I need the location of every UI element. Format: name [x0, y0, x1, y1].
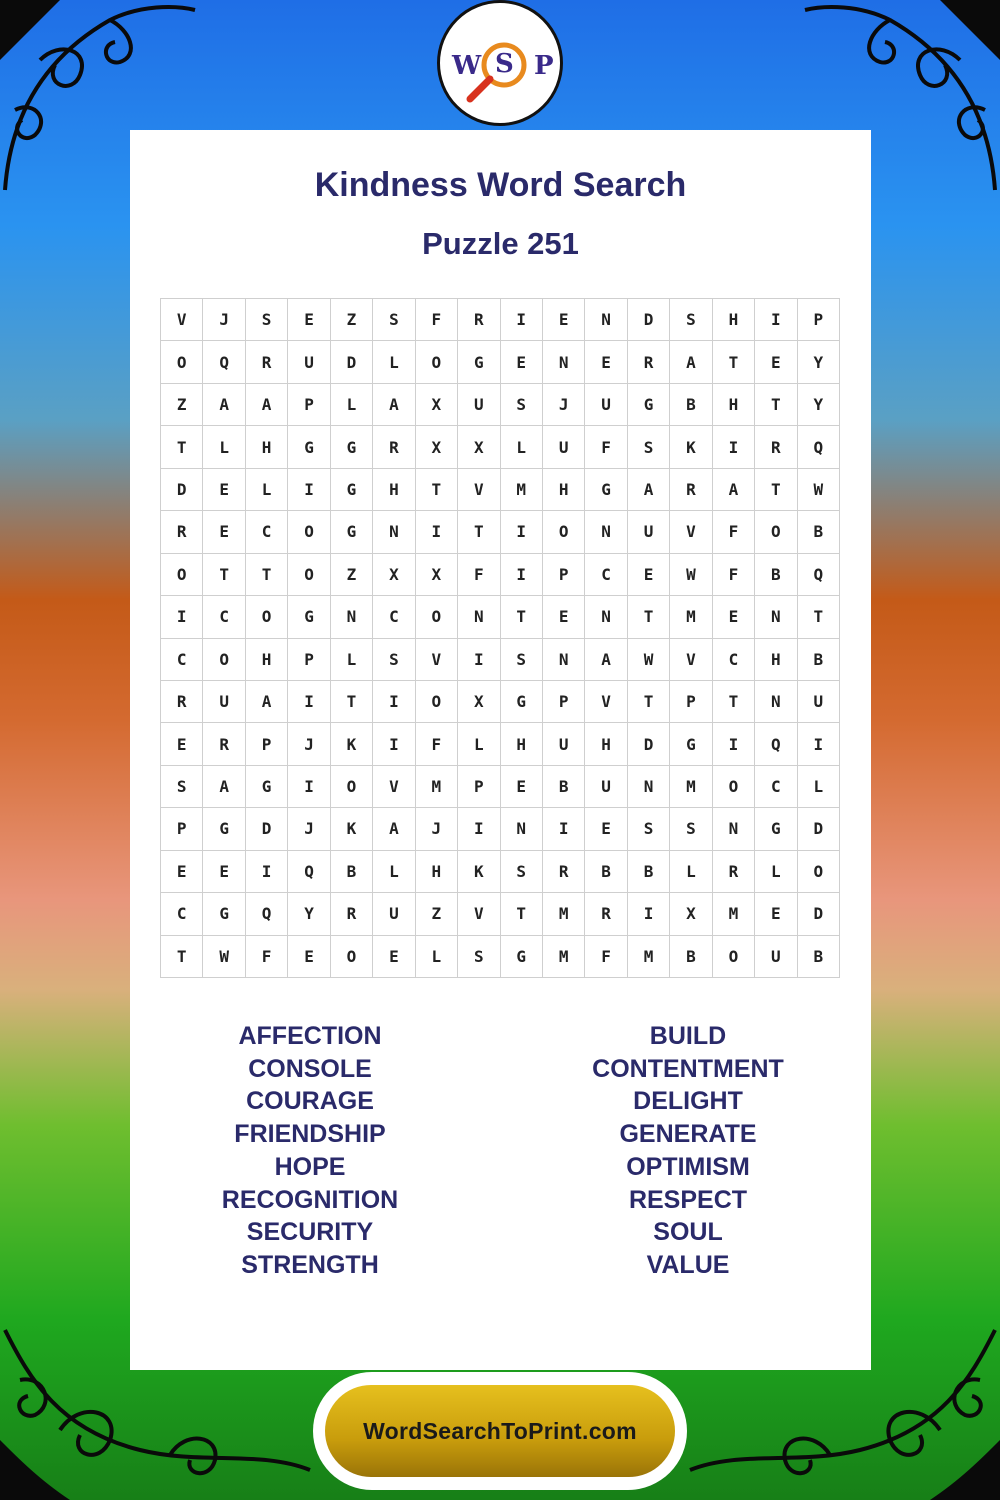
grid-cell[interactable]: L: [798, 766, 840, 808]
grid-cell[interactable]: U: [543, 723, 585, 765]
word-list-item: AFFECTION: [238, 1022, 382, 1050]
word-list-item: SOUL: [653, 1218, 723, 1247]
grid-cell[interactable]: S: [670, 299, 712, 341]
grid-cell[interactable]: I: [246, 851, 288, 893]
grid-cell[interactable]: V: [585, 681, 627, 723]
grid-cell[interactable]: N: [585, 299, 627, 341]
grid-cell[interactable]: V: [670, 511, 712, 553]
grid-cell[interactable]: B: [331, 851, 373, 893]
grid-cell[interactable]: G: [331, 469, 373, 511]
grid-cell[interactable]: E: [161, 851, 203, 893]
grid-cell[interactable]: X: [416, 426, 458, 468]
grid-cell[interactable]: T: [501, 596, 543, 638]
grid-cell[interactable]: V: [373, 766, 415, 808]
grid-cell[interactable]: S: [628, 426, 670, 468]
grid-cell[interactable]: H: [713, 299, 755, 341]
grid-cell[interactable]: C: [585, 554, 627, 596]
grid-cell[interactable]: O: [416, 341, 458, 383]
grid-cell[interactable]: K: [458, 851, 500, 893]
grid-cell[interactable]: L: [458, 723, 500, 765]
grid-cell[interactable]: Q: [203, 341, 245, 383]
grid-cell[interactable]: O: [713, 766, 755, 808]
grid-cell[interactable]: T: [628, 681, 670, 723]
grid-cell[interactable]: P: [288, 384, 330, 426]
grid-cell[interactable]: U: [458, 384, 500, 426]
grid-cell[interactable]: A: [203, 766, 245, 808]
grid-cell[interactable]: I: [416, 511, 458, 553]
grid-cell[interactable]: Q: [246, 893, 288, 935]
puzzle-number: Puzzle 251: [422, 226, 579, 261]
grid-cell[interactable]: D: [798, 808, 840, 850]
grid-cell[interactable]: O: [161, 554, 203, 596]
grid-cell[interactable]: T: [713, 341, 755, 383]
grid-cell[interactable]: I: [798, 723, 840, 765]
grid-cell[interactable]: L: [501, 426, 543, 468]
grid-cell[interactable]: S: [501, 851, 543, 893]
grid-cell[interactable]: S: [458, 936, 500, 978]
grid-cell[interactable]: R: [628, 341, 670, 383]
grid-cell[interactable]: C: [203, 596, 245, 638]
grid-cell[interactable]: Z: [331, 299, 373, 341]
grid-cell[interactable]: U: [203, 681, 245, 723]
grid-cell[interactable]: V: [458, 469, 500, 511]
grid-cell[interactable]: C: [755, 766, 797, 808]
grid-cell[interactable]: I: [713, 426, 755, 468]
grid-cell[interactable]: T: [161, 426, 203, 468]
grid-cell[interactable]: E: [501, 766, 543, 808]
grid-cell[interactable]: S: [501, 639, 543, 681]
grid-cell[interactable]: P: [543, 681, 585, 723]
grid-cell[interactable]: E: [713, 596, 755, 638]
word-list-item: STRENGTH: [241, 1250, 379, 1279]
grid-cell[interactable]: E: [203, 469, 245, 511]
grid-cell[interactable]: G: [246, 766, 288, 808]
grid-cell[interactable]: I: [288, 681, 330, 723]
grid-cell[interactable]: H: [713, 384, 755, 426]
grid-cell[interactable]: C: [161, 893, 203, 935]
grid-cell[interactable]: H: [501, 723, 543, 765]
word-list-item: VALUE: [646, 1250, 730, 1279]
grid-cell[interactable]: W: [628, 639, 670, 681]
grid-cell[interactable]: A: [246, 384, 288, 426]
grid-cell[interactable]: O: [416, 596, 458, 638]
grid-cell[interactable]: V: [458, 893, 500, 935]
word-list-item: RECOGNITION: [221, 1185, 399, 1214]
grid-cell[interactable]: N: [585, 511, 627, 553]
grid-cell[interactable]: L: [203, 426, 245, 468]
grid-cell[interactable]: Y: [288, 893, 330, 935]
grid-cell[interactable]: K: [670, 426, 712, 468]
grid-cell[interactable]: G: [501, 936, 543, 978]
grid-cell[interactable]: I: [501, 554, 543, 596]
grid-cell[interactable]: B: [670, 936, 712, 978]
word-list-item: SECURITY: [246, 1218, 374, 1247]
word-list-item: DELIGHT: [633, 1087, 743, 1116]
grid-cell[interactable]: Q: [288, 851, 330, 893]
grid-cell[interactable]: B: [543, 766, 585, 808]
word-list-item: COURAGE: [246, 1087, 374, 1116]
word-list-item: HOPE: [274, 1152, 346, 1181]
grid-cell[interactable]: U: [798, 681, 840, 723]
grid-cell[interactable]: T: [755, 469, 797, 511]
grid-cell[interactable]: G: [501, 681, 543, 723]
grid-cell[interactable]: H: [246, 639, 288, 681]
grid-cell[interactable]: O: [246, 596, 288, 638]
grid-cell[interactable]: D: [628, 723, 670, 765]
grid-cell[interactable]: X: [416, 384, 458, 426]
grid-cell[interactable]: B: [755, 554, 797, 596]
grid-cell[interactable]: H: [585, 723, 627, 765]
grid-cell[interactable]: F: [713, 511, 755, 553]
grid-cell[interactable]: K: [331, 723, 373, 765]
grid-cell[interactable]: N: [501, 808, 543, 850]
grid-cell[interactable]: E: [585, 808, 627, 850]
grid-cell[interactable]: H: [373, 469, 415, 511]
grid-cell[interactable]: I: [161, 596, 203, 638]
grid-cell[interactable]: R: [246, 341, 288, 383]
grid-cell[interactable]: G: [203, 893, 245, 935]
grid-cell[interactable]: Z: [161, 384, 203, 426]
grid-cell[interactable]: I: [501, 299, 543, 341]
grid-cell[interactable]: R: [331, 893, 373, 935]
grid-cell[interactable]: N: [458, 596, 500, 638]
word-list-right: [503, 1020, 873, 1282]
grid-cell[interactable]: W: [203, 936, 245, 978]
grid-cell[interactable]: Q: [755, 723, 797, 765]
grid-cell[interactable]: O: [203, 639, 245, 681]
grid-cell[interactable]: P: [798, 299, 840, 341]
grid-cell[interactable]: N: [331, 596, 373, 638]
grid-cell[interactable]: E: [755, 893, 797, 935]
grid-cell[interactable]: T: [798, 596, 840, 638]
grid-cell[interactable]: Z: [331, 554, 373, 596]
grid-cell[interactable]: G: [203, 808, 245, 850]
grid-cell[interactable]: R: [161, 681, 203, 723]
grid-cell[interactable]: E: [161, 723, 203, 765]
logo-letter-s: S: [495, 49, 514, 79]
grid-cell[interactable]: L: [373, 341, 415, 383]
grid-cell[interactable]: D: [161, 469, 203, 511]
grid-cell[interactable]: S: [373, 299, 415, 341]
grid-cell[interactable]: B: [628, 851, 670, 893]
grid-cell[interactable]: E: [543, 596, 585, 638]
grid-cell[interactable]: B: [798, 639, 840, 681]
grid-cell[interactable]: L: [416, 936, 458, 978]
grid-cell[interactable]: T: [713, 681, 755, 723]
grid-cell[interactable]: V: [416, 639, 458, 681]
grid-cell[interactable]: V: [161, 299, 203, 341]
grid-cell[interactable]: E: [288, 936, 330, 978]
grid-cell[interactable]: N: [713, 808, 755, 850]
grid-cell[interactable]: H: [755, 639, 797, 681]
logo-letter-p: P: [534, 51, 554, 81]
grid-cell[interactable]: S: [246, 299, 288, 341]
grid-cell[interactable]: F: [416, 723, 458, 765]
grid-cell[interactable]: G: [331, 426, 373, 468]
grid-cell[interactable]: S: [670, 808, 712, 850]
grid-cell[interactable]: S: [628, 808, 670, 850]
grid-cell[interactable]: N: [543, 639, 585, 681]
grid-cell[interactable]: E: [501, 341, 543, 383]
grid-cell[interactable]: J: [543, 384, 585, 426]
grid-cell[interactable]: M: [501, 469, 543, 511]
grid-cell[interactable]: P: [543, 554, 585, 596]
grid-cell[interactable]: I: [373, 723, 415, 765]
grid-cell[interactable]: O: [288, 511, 330, 553]
word-list-item: OPTIMISM: [626, 1152, 750, 1181]
grid-cell[interactable]: U: [543, 426, 585, 468]
grid-cell[interactable]: N: [628, 766, 670, 808]
grid-cell[interactable]: E: [203, 851, 245, 893]
grid-cell[interactable]: O: [288, 554, 330, 596]
grid-cell[interactable]: C: [713, 639, 755, 681]
grid-cell[interactable]: O: [798, 851, 840, 893]
grid-cell[interactable]: C: [246, 511, 288, 553]
grid-cell[interactable]: G: [670, 723, 712, 765]
grid-cell[interactable]: J: [416, 808, 458, 850]
grid-cell[interactable]: I: [458, 808, 500, 850]
grid-cell[interactable]: A: [670, 341, 712, 383]
grid-cell[interactable]: Y: [798, 341, 840, 383]
grid-cell[interactable]: T: [755, 384, 797, 426]
grid-cell[interactable]: R: [203, 723, 245, 765]
grid-cell[interactable]: N: [755, 596, 797, 638]
grid-cell[interactable]: A: [585, 639, 627, 681]
grid-cell[interactable]: H: [246, 426, 288, 468]
grid-cell[interactable]: L: [755, 851, 797, 893]
grid-cell[interactable]: L: [331, 639, 373, 681]
grid-cell[interactable]: I: [755, 299, 797, 341]
grid-cell[interactable]: I: [628, 893, 670, 935]
grid-cell[interactable]: L: [373, 851, 415, 893]
grid-cell[interactable]: U: [585, 384, 627, 426]
grid-cell[interactable]: A: [373, 384, 415, 426]
grid-cell[interactable]: E: [203, 511, 245, 553]
grid-cell[interactable]: M: [543, 936, 585, 978]
grid-cell[interactable]: F: [416, 299, 458, 341]
word-list-item: RESPECT: [628, 1185, 748, 1214]
grid-cell[interactable]: G: [585, 469, 627, 511]
grid-cell[interactable]: G: [288, 426, 330, 468]
grid-cell[interactable]: B: [798, 511, 840, 553]
grid-cell[interactable]: I: [543, 808, 585, 850]
grid-cell[interactable]: U: [585, 766, 627, 808]
grid-cell[interactable]: C: [373, 596, 415, 638]
grid-cell[interactable]: I: [713, 723, 755, 765]
grid-cell[interactable]: F: [246, 936, 288, 978]
grid-cell[interactable]: M: [670, 596, 712, 638]
grid-cell[interactable]: L: [331, 384, 373, 426]
grid-cell[interactable]: A: [203, 384, 245, 426]
site-link-text: WordSearchToPrint.com: [363, 1417, 637, 1444]
grid-cell[interactable]: T: [628, 596, 670, 638]
grid-cell[interactable]: H: [543, 469, 585, 511]
grid-cell[interactable]: F: [713, 554, 755, 596]
grid-cell[interactable]: G: [458, 341, 500, 383]
grid-cell[interactable]: O: [713, 936, 755, 978]
grid-cell[interactable]: F: [458, 554, 500, 596]
grid-cell[interactable]: W: [670, 554, 712, 596]
grid-cell[interactable]: E: [373, 936, 415, 978]
grid-cell[interactable]: T: [203, 554, 245, 596]
grid-cell[interactable]: Q: [798, 554, 840, 596]
grid-cell[interactable]: I: [458, 639, 500, 681]
grid-cell[interactable]: R: [373, 426, 415, 468]
grid-cell[interactable]: R: [585, 893, 627, 935]
grid-cell[interactable]: H: [416, 851, 458, 893]
grid-cell[interactable]: F: [585, 936, 627, 978]
grid-cell[interactable]: R: [543, 851, 585, 893]
grid-cell[interactable]: E: [543, 299, 585, 341]
grid-cell[interactable]: R: [161, 511, 203, 553]
grid-cell[interactable]: P: [670, 681, 712, 723]
grid-cell[interactable]: J: [288, 723, 330, 765]
grid-cell[interactable]: X: [416, 554, 458, 596]
grid-cell[interactable]: N: [543, 341, 585, 383]
word-list-item: CONSOLE: [248, 1054, 372, 1083]
grid-cell[interactable]: J: [288, 808, 330, 850]
grid-cell[interactable]: F: [585, 426, 627, 468]
grid-cell[interactable]: A: [373, 808, 415, 850]
grid-cell[interactable]: O: [161, 341, 203, 383]
grid-cell[interactable]: J: [203, 299, 245, 341]
grid-cell[interactable]: B: [585, 851, 627, 893]
grid-cell[interactable]: G: [755, 808, 797, 850]
grid-cell[interactable]: U: [288, 341, 330, 383]
grid-cell[interactable]: L: [670, 851, 712, 893]
grid-cell[interactable]: T: [246, 554, 288, 596]
word-list-item: BUILD: [649, 1022, 727, 1050]
letter-grid: [160, 298, 840, 978]
grid-cell[interactable]: U: [755, 936, 797, 978]
grid-cell[interactable]: G: [628, 384, 670, 426]
grid-cell[interactable]: M: [543, 893, 585, 935]
grid-cell[interactable]: R: [713, 851, 755, 893]
word-list-item: GENERATE: [619, 1120, 757, 1149]
grid-cell[interactable]: E: [288, 299, 330, 341]
word-list-left: [125, 1020, 495, 1282]
grid-cell[interactable]: O: [331, 936, 373, 978]
site-logo[interactable]: [437, 0, 563, 126]
grid-cell[interactable]: S: [373, 639, 415, 681]
grid-cell[interactable]: I: [501, 511, 543, 553]
grid-cell[interactable]: O: [543, 511, 585, 553]
grid-cell[interactable]: M: [713, 893, 755, 935]
grid-cell[interactable]: I: [288, 469, 330, 511]
grid-cell[interactable]: M: [670, 766, 712, 808]
grid-cell[interactable]: A: [628, 469, 670, 511]
grid-cell[interactable]: P: [288, 639, 330, 681]
grid-cell[interactable]: L: [246, 469, 288, 511]
grid-cell[interactable]: X: [670, 893, 712, 935]
grid-cell[interactable]: R: [458, 299, 500, 341]
grid-cell[interactable]: T: [161, 936, 203, 978]
grid-cell[interactable]: M: [628, 936, 670, 978]
grid-cell[interactable]: E: [755, 341, 797, 383]
grid-cell[interactable]: Y: [798, 384, 840, 426]
grid-cell[interactable]: P: [161, 808, 203, 850]
page-title: Kindness Word Search: [314, 166, 687, 204]
grid-cell[interactable]: I: [288, 766, 330, 808]
grid-cell[interactable]: R: [670, 469, 712, 511]
grid-cell[interactable]: M: [416, 766, 458, 808]
grid-cell[interactable]: K: [331, 808, 373, 850]
grid-cell[interactable]: T: [416, 469, 458, 511]
grid-cell[interactable]: A: [713, 469, 755, 511]
grid-cell[interactable]: D: [246, 808, 288, 850]
puzzle-card: [130, 130, 871, 1370]
grid-cell[interactable]: I: [373, 681, 415, 723]
grid-cell[interactable]: S: [161, 766, 203, 808]
grid-cell[interactable]: P: [458, 766, 500, 808]
word-list-item: FRIENDSHIP: [234, 1120, 386, 1149]
grid-cell[interactable]: S: [501, 384, 543, 426]
grid-cell[interactable]: O: [416, 681, 458, 723]
grid-cell[interactable]: G: [331, 511, 373, 553]
grid-cell[interactable]: U: [628, 511, 670, 553]
grid-cell[interactable]: T: [331, 681, 373, 723]
grid-cell[interactable]: N: [373, 511, 415, 553]
grid-cell[interactable]: P: [246, 723, 288, 765]
word-list-item: CONTENTMENT: [592, 1054, 784, 1083]
grid-cell[interactable]: D: [798, 893, 840, 935]
grid-cell[interactable]: E: [628, 554, 670, 596]
grid-cell[interactable]: V: [670, 639, 712, 681]
grid-cell[interactable]: G: [288, 596, 330, 638]
grid-cell[interactable]: D: [331, 341, 373, 383]
grid-cell[interactable]: C: [161, 639, 203, 681]
grid-cell[interactable]: T: [501, 893, 543, 935]
grid-cell[interactable]: B: [670, 384, 712, 426]
grid-cell[interactable]: X: [373, 554, 415, 596]
grid-cell[interactable]: X: [458, 681, 500, 723]
grid-cell[interactable]: T: [458, 511, 500, 553]
grid-cell[interactable]: Q: [798, 426, 840, 468]
grid-cell[interactable]: B: [798, 936, 840, 978]
grid-cell[interactable]: U: [373, 893, 415, 935]
grid-cell[interactable]: N: [755, 681, 797, 723]
grid-cell[interactable]: A: [246, 681, 288, 723]
grid-cell[interactable]: X: [458, 426, 500, 468]
grid-cell[interactable]: O: [755, 511, 797, 553]
grid-cell[interactable]: W: [798, 469, 840, 511]
grid-cell[interactable]: D: [628, 299, 670, 341]
site-link-button[interactable]: [325, 1385, 675, 1477]
grid-cell[interactable]: Z: [416, 893, 458, 935]
logo-letter-w: W: [452, 51, 482, 81]
grid-cell[interactable]: E: [585, 341, 627, 383]
grid-cell[interactable]: O: [331, 766, 373, 808]
grid-cell[interactable]: R: [755, 426, 797, 468]
grid-cell[interactable]: N: [585, 596, 627, 638]
footer-badge: [313, 1372, 687, 1490]
